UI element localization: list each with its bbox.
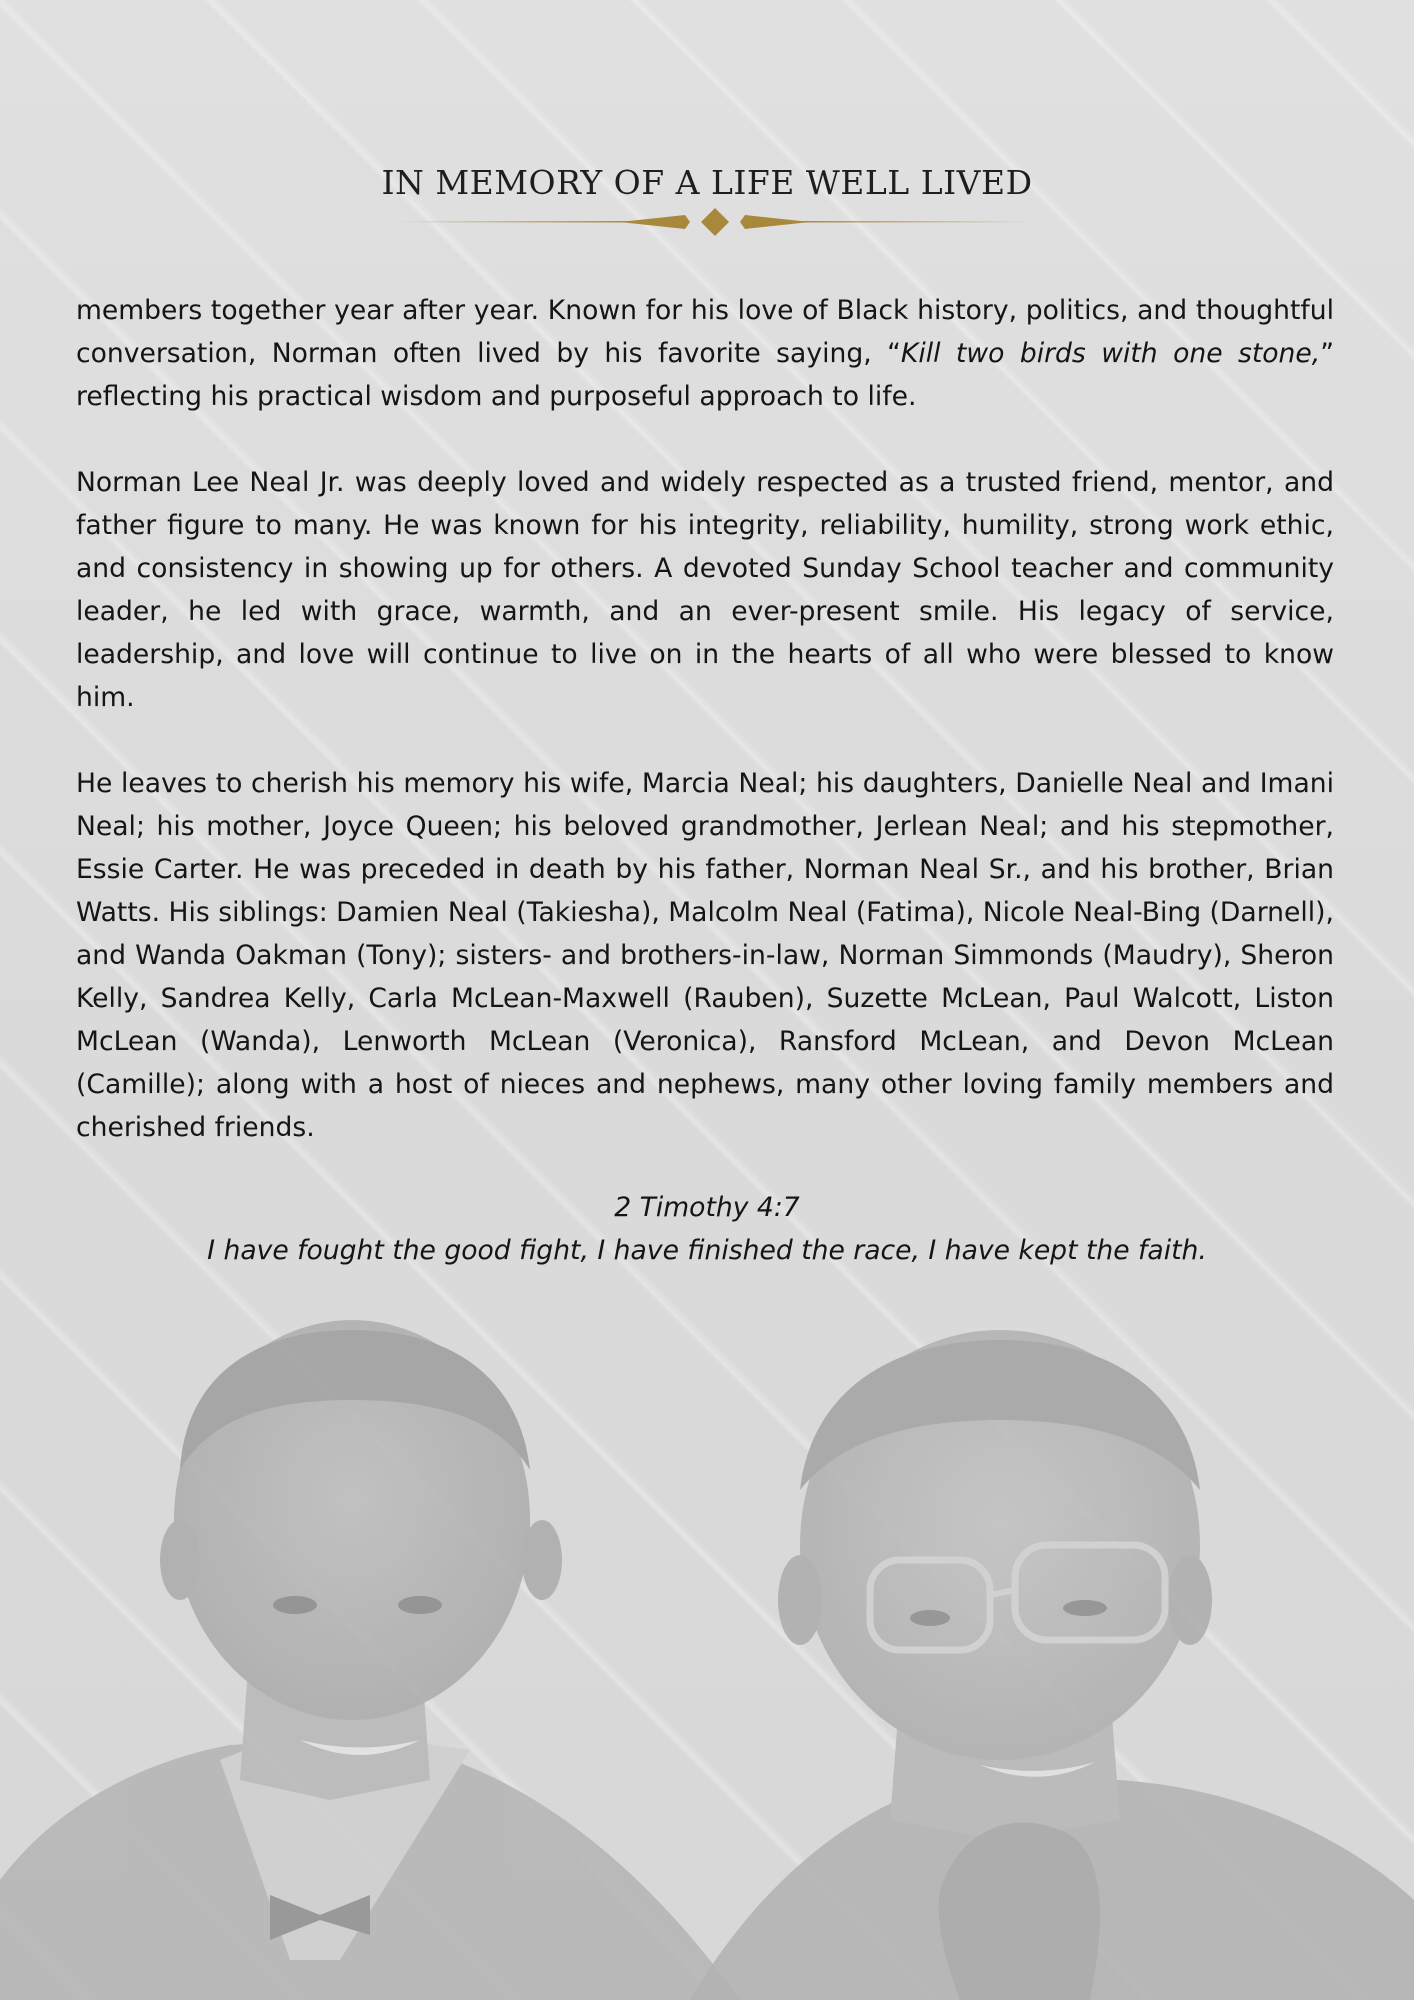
gold-diamond-divider-icon [390, 205, 1040, 239]
paragraph-1-text-end: ” reflecting his practical wisdom and purposeful approach to life. [76, 338, 1334, 412]
paragraph-1 [76, 289, 1334, 418]
paragraph-1-text: members together year after year. Known for his love of Black history, politics, and thoughtful conversation, Norman often lived by his favorite saying, “ [76, 295, 1334, 369]
paragraph-3: He leaves to cherish his memory his wife, Marcia Neal; his daughters, Danielle Neal and Imani Neal; his mother, Joyce Queen; his beloved grandmother, Jerlean Neal; and his stepmother, Essie Carter. He was preceded in death by his father, Norman Neal Sr., and his brother, Brian Watts. His siblings: Damien Neal (Takiesha), Malcolm Neal (Fatima), Nicole Neal-Bing (Darnell), and Wanda Oakman (Tony); sisters- and brothers-in-law, Norman Simmonds (Maudry), Sheron Kelly, Sandrea Kelly, Carla McLean-Maxwell (Rauben), Suzette McLean, Paul Walcott, Liston McLean (Wanda), Lenworth McLean (Veronica), Ransford McLean, and Devon McLean (Camille); along with a host of nieces and nephews, many other loving family members and cherished friends. [76, 768, 1334, 1143]
scripture-verse [0, 1186, 1414, 1272]
page-title: IN MEMORY OF A LIFE WELL LIVED [381, 163, 1033, 202]
verse-reference: 2 Timothy 4:7 [614, 1192, 800, 1223]
verse-text: I have fought the good fight, I have finished the race, I have kept the faith. [207, 1235, 1207, 1266]
favorite-saying: Kill two birds with one stone, [900, 338, 1321, 369]
paragraph-2: Norman Lee Neal Jr. was deeply loved and widely respected as a trusted friend, mentor, and father figure to many. He was known for his integrity, reliability, humility, strong work ethic, and consistency in showing up for others. A devoted Sunday School teacher and community leader, he led with grace, warmth, and an ever-present smile. His legacy of service, leadership, and love will continue to live on in the hearts of all who were blessed to know him. [76, 467, 1334, 713]
obituary-body [76, 289, 1334, 1192]
